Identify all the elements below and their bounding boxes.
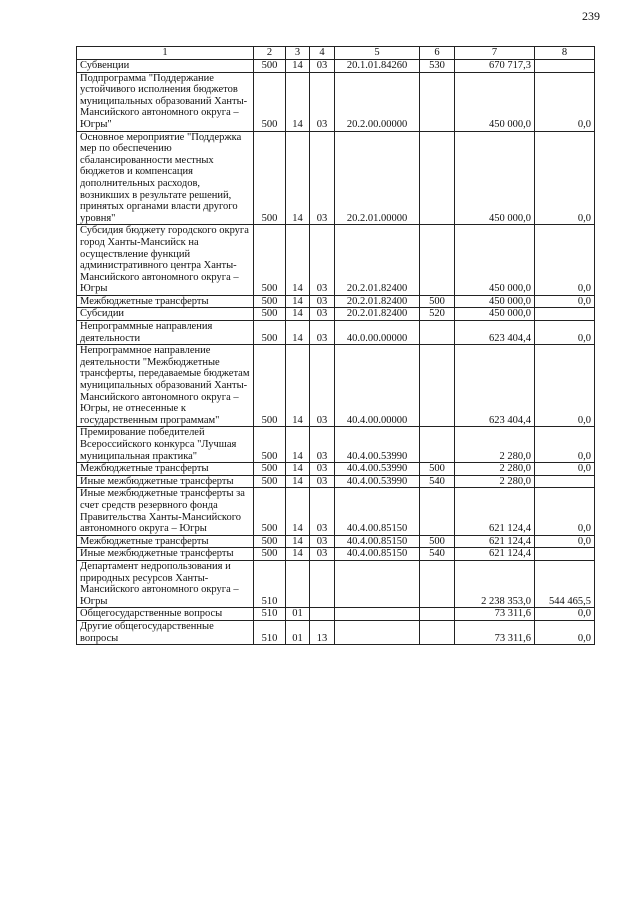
row-federal-amount-cell: 0,0 — [535, 535, 595, 548]
table-row — [77, 463, 595, 476]
row-target-article-cell: 40.4.00.85150 — [335, 535, 420, 548]
row-name-cell: Межбюджетные трансферты — [77, 295, 254, 308]
row-amount-cell: 2 280,0 — [455, 427, 535, 463]
row-amount-cell: 450 000,0 — [455, 308, 535, 321]
row-name-cell: Межбюджетные трансферты — [77, 535, 254, 548]
row-section-cell: 14 — [286, 475, 310, 488]
row-ministry-code-cell: 500 — [254, 295, 286, 308]
row-expense-type-cell: 500 — [420, 295, 455, 308]
row-subsection-cell: 03 — [310, 345, 335, 427]
row-ministry-code-cell: 500 — [254, 72, 286, 131]
table-row — [77, 620, 595, 644]
row-amount-cell: 2 238 353,0 — [455, 560, 535, 607]
row-expense-type-cell — [420, 345, 455, 427]
row-target-article-cell: 40.4.00.00000 — [335, 345, 420, 427]
row-amount-cell: 450 000,0 — [455, 131, 535, 225]
row-name-cell: Иные межбюджетные трансферты — [77, 475, 254, 488]
row-federal-amount-cell — [535, 308, 595, 321]
row-name-cell: Департамент недропользования и природных ресурсов Ханты-Мансийского автономного округа – Югры — [77, 560, 254, 607]
row-name-cell: Премирование победителей Всероссийского конкурса "Лучшая муниципальная практика" — [77, 427, 254, 463]
table-header-row — [77, 47, 595, 60]
row-subsection-cell: 03 — [310, 60, 335, 73]
row-expense-type-cell — [420, 131, 455, 225]
row-name-cell: Подпрограмма "Поддержание устойчивого исполнения бюджетов муниципальных образований Ханты-Мансийского автономного округа – Югры" — [77, 72, 254, 131]
row-federal-amount-cell — [535, 475, 595, 488]
row-target-article-cell — [335, 608, 420, 621]
row-subsection-cell: 03 — [310, 488, 335, 535]
row-amount-cell: 621 124,4 — [455, 548, 535, 561]
row-section-cell: 14 — [286, 463, 310, 476]
row-amount-cell: 670 717,3 — [455, 60, 535, 73]
row-subsection-cell: 03 — [310, 225, 335, 296]
row-section-cell: 14 — [286, 72, 310, 131]
row-expense-type-cell — [420, 608, 455, 621]
column-header: 3 — [286, 47, 310, 60]
table-row — [77, 475, 595, 488]
page-number: 239 — [582, 9, 600, 23]
row-target-article-cell: 20.2.01.00000 — [335, 131, 420, 225]
row-amount-cell: 623 404,4 — [455, 345, 535, 427]
row-expense-type-cell — [420, 225, 455, 296]
column-header: 1 — [77, 47, 254, 60]
table-row — [77, 225, 595, 296]
row-name-cell: Общегосударственные вопросы — [77, 608, 254, 621]
row-target-article-cell — [335, 620, 420, 644]
row-subsection-cell: 03 — [310, 321, 335, 345]
row-subsection-cell: 03 — [310, 548, 335, 561]
row-section-cell: 14 — [286, 345, 310, 427]
row-subsection-cell: 03 — [310, 131, 335, 225]
row-ministry-code-cell: 500 — [254, 60, 286, 73]
row-target-article-cell: 20.2.01.82400 — [335, 295, 420, 308]
row-section-cell: 01 — [286, 620, 310, 644]
row-ministry-code-cell: 510 — [254, 620, 286, 644]
row-target-article-cell: 20.1.01.84260 — [335, 60, 420, 73]
row-section-cell: 14 — [286, 308, 310, 321]
row-name-cell: Непрограммное направление деятельности "Межбюджетные трансферты, передаваемые бюджетам муниципальных образований Ханты-Мансийского автономного округа – Югры, не отнесенные к государственным программам" — [77, 345, 254, 427]
row-amount-cell: 2 280,0 — [455, 475, 535, 488]
row-ministry-code-cell: 500 — [254, 475, 286, 488]
table-row — [77, 560, 595, 607]
row-ministry-code-cell: 510 — [254, 560, 286, 607]
row-federal-amount-cell: 0,0 — [535, 225, 595, 296]
column-header: 6 — [420, 47, 455, 60]
row-section-cell: 14 — [286, 131, 310, 225]
row-expense-type-cell — [420, 620, 455, 644]
budget-table — [76, 46, 595, 645]
table-row — [77, 535, 595, 548]
row-target-article-cell: 40.4.00.53990 — [335, 463, 420, 476]
row-section-cell: 14 — [286, 535, 310, 548]
row-subsection-cell: 03 — [310, 463, 335, 476]
row-amount-cell: 73 311,6 — [455, 620, 535, 644]
row-federal-amount-cell: 0,0 — [535, 345, 595, 427]
row-federal-amount-cell: 0,0 — [535, 131, 595, 225]
column-header: 5 — [335, 47, 420, 60]
row-amount-cell: 621 124,4 — [455, 488, 535, 535]
row-federal-amount-cell — [535, 548, 595, 561]
column-header: 7 — [455, 47, 535, 60]
row-amount-cell: 450 000,0 — [455, 225, 535, 296]
row-section-cell: 14 — [286, 295, 310, 308]
row-ministry-code-cell: 500 — [254, 321, 286, 345]
row-ministry-code-cell: 510 — [254, 608, 286, 621]
row-subsection-cell — [310, 608, 335, 621]
row-target-article-cell: 40.4.00.53990 — [335, 427, 420, 463]
row-federal-amount-cell: 0,0 — [535, 427, 595, 463]
row-target-article-cell: 20.2.01.82400 — [335, 308, 420, 321]
row-federal-amount-cell: 0,0 — [535, 321, 595, 345]
row-subsection-cell: 03 — [310, 295, 335, 308]
row-federal-amount-cell: 0,0 — [535, 72, 595, 131]
table-row — [77, 488, 595, 535]
table-row — [77, 345, 595, 427]
row-expense-type-cell: 500 — [420, 535, 455, 548]
row-federal-amount-cell: 0,0 — [535, 463, 595, 476]
row-expense-type-cell: 520 — [420, 308, 455, 321]
row-federal-amount-cell — [535, 60, 595, 73]
row-federal-amount-cell: 0,0 — [535, 295, 595, 308]
row-subsection-cell: 03 — [310, 475, 335, 488]
row-section-cell: 14 — [286, 225, 310, 296]
row-amount-cell: 621 124,4 — [455, 535, 535, 548]
column-header: 4 — [310, 47, 335, 60]
row-ministry-code-cell: 500 — [254, 427, 286, 463]
row-name-cell: Иные межбюджетные трансферты — [77, 548, 254, 561]
table-row — [77, 321, 595, 345]
row-expense-type-cell — [420, 427, 455, 463]
row-ministry-code-cell: 500 — [254, 131, 286, 225]
table-row — [77, 60, 595, 73]
table-row — [77, 608, 595, 621]
row-target-article-cell: 20.2.01.82400 — [335, 225, 420, 296]
row-target-article-cell — [335, 560, 420, 607]
row-ministry-code-cell: 500 — [254, 548, 286, 561]
row-federal-amount-cell: 0,0 — [535, 488, 595, 535]
row-expense-type-cell: 500 — [420, 463, 455, 476]
row-name-cell: Непрограммные направления деятельности — [77, 321, 254, 345]
table-row — [77, 548, 595, 561]
row-section-cell: 14 — [286, 321, 310, 345]
row-expense-type-cell: 540 — [420, 475, 455, 488]
row-name-cell: Субвенции — [77, 60, 254, 73]
table-row — [77, 72, 595, 131]
row-subsection-cell: 13 — [310, 620, 335, 644]
row-target-article-cell: 40.4.00.85150 — [335, 488, 420, 535]
row-subsection-cell: 03 — [310, 308, 335, 321]
row-name-cell: Основное мероприятие "Поддержка мер по обеспечению сбалансированности местных бюджетов и компенсация дополнительных расходов, возникших в результате решений, принятых органами власти другого уровня" — [77, 131, 254, 225]
row-ministry-code-cell: 500 — [254, 488, 286, 535]
row-amount-cell: 450 000,0 — [455, 72, 535, 131]
row-ministry-code-cell: 500 — [254, 345, 286, 427]
row-subsection-cell: 03 — [310, 427, 335, 463]
row-ministry-code-cell: 500 — [254, 463, 286, 476]
table-row — [77, 427, 595, 463]
table-row — [77, 131, 595, 225]
row-subsection-cell: 03 — [310, 535, 335, 548]
table-row — [77, 295, 595, 308]
row-ministry-code-cell: 500 — [254, 225, 286, 296]
row-target-article-cell: 40.4.00.53990 — [335, 475, 420, 488]
row-section-cell — [286, 560, 310, 607]
column-header: 2 — [254, 47, 286, 60]
row-expense-type-cell: 540 — [420, 548, 455, 561]
row-name-cell: Другие общегосударственные вопросы — [77, 620, 254, 644]
row-subsection-cell: 03 — [310, 72, 335, 131]
row-name-cell: Иные межбюджетные трансферты за счет средств резервного фонда Правительства Ханты-Мансийского автономного округа – Югры — [77, 488, 254, 535]
row-federal-amount-cell: 0,0 — [535, 608, 595, 621]
row-expense-type-cell — [420, 488, 455, 535]
row-section-cell: 14 — [286, 488, 310, 535]
table-body — [77, 60, 595, 645]
row-expense-type-cell — [420, 72, 455, 131]
column-header: 8 — [535, 47, 595, 60]
row-target-article-cell: 40.0.00.00000 — [335, 321, 420, 345]
row-name-cell: Межбюджетные трансферты — [77, 463, 254, 476]
row-federal-amount-cell: 544 465,5 — [535, 560, 595, 607]
row-section-cell: 14 — [286, 60, 310, 73]
row-subsection-cell — [310, 560, 335, 607]
row-section-cell: 01 — [286, 608, 310, 621]
row-expense-type-cell: 530 — [420, 60, 455, 73]
row-amount-cell: 450 000,0 — [455, 295, 535, 308]
row-target-article-cell: 40.4.00.85150 — [335, 548, 420, 561]
row-section-cell: 14 — [286, 427, 310, 463]
row-ministry-code-cell: 500 — [254, 308, 286, 321]
row-name-cell: Субсидии — [77, 308, 254, 321]
row-expense-type-cell — [420, 560, 455, 607]
row-amount-cell: 623 404,4 — [455, 321, 535, 345]
row-amount-cell: 2 280,0 — [455, 463, 535, 476]
row-federal-amount-cell: 0,0 — [535, 620, 595, 644]
row-name-cell: Субсидия бюджету городского округа город Ханты-Мансийск на осуществление функций административного центра Ханты-Мансийского автономного округа – Югры — [77, 225, 254, 296]
row-target-article-cell: 20.2.00.00000 — [335, 72, 420, 131]
row-ministry-code-cell: 500 — [254, 535, 286, 548]
row-section-cell: 14 — [286, 548, 310, 561]
table-row — [77, 308, 595, 321]
row-expense-type-cell — [420, 321, 455, 345]
row-amount-cell: 73 311,6 — [455, 608, 535, 621]
